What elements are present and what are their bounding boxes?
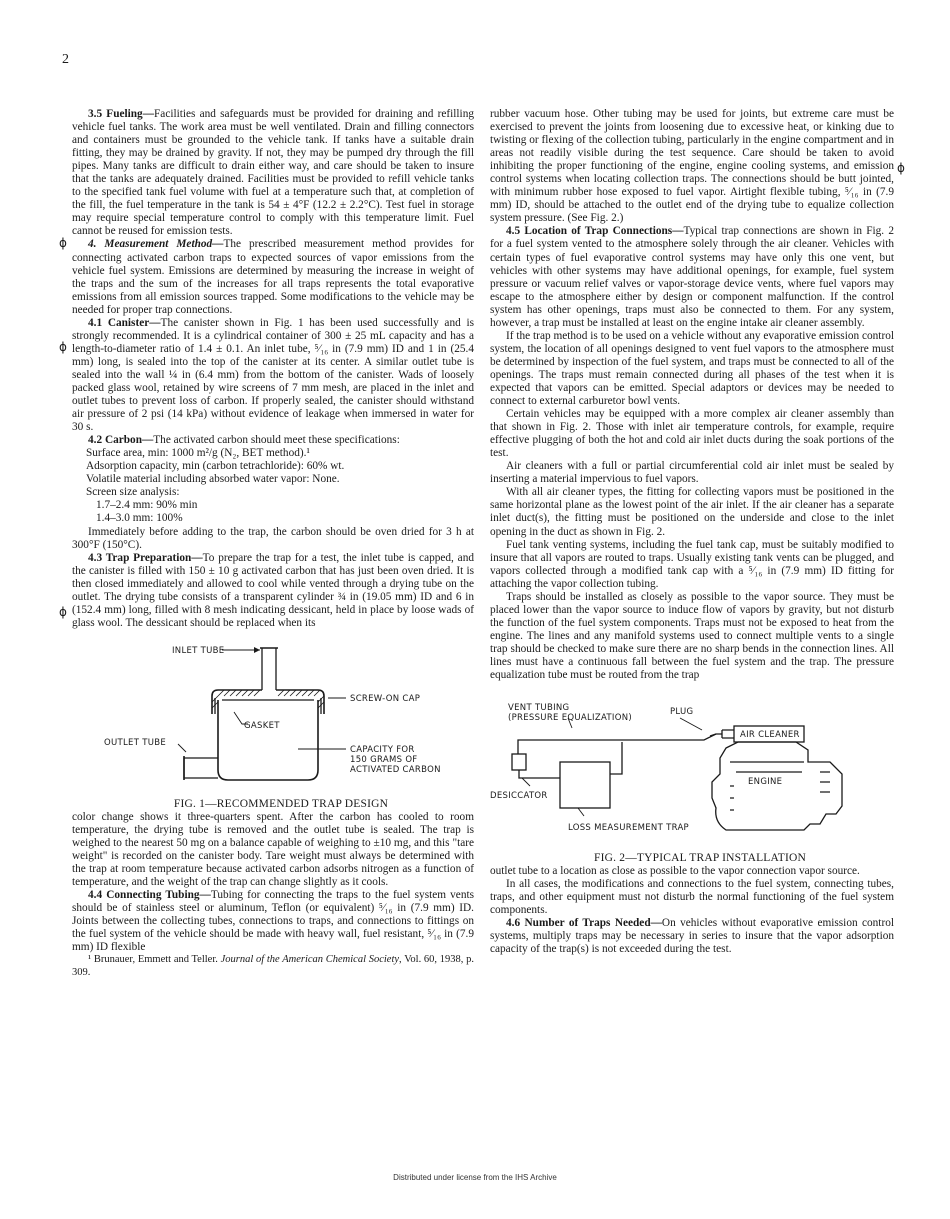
figure-1 <box>72 630 474 811</box>
label-gasket: GASKET <box>244 720 280 731</box>
label-screw-on-cap: SCREW-ON CAP <box>350 693 421 704</box>
figure-2 <box>490 702 894 865</box>
section-3-5: 3.5 Fueling—Facilities and safeguards must be provided for draining and refilling vehicle fuel tanks. The work area must be well ventilated. Drain and filling connectors and containers must be grounded to the vehicle tank. If tanks have a suitable drain fitting, they may be drained by gravity. If not, they may be pumped dry through the fill pipes. Many tanks are difficult to drain either way, and care should be taken to insure that the tanks are adequately drained. Facilities must be provided to refill vehicle tanks to the specified tank fuel volume with fuel at a temperature such that, at completion of the fill, the fuel temperature in the tank is 54 ± 4°F (12.2 ± 2.2°C). Test fuel in storage may require special temperature control to comply with this temperature limit. Fuel cannot be reused for emission tests. <box>72 108 474 238</box>
paragraph: Certain vehicles may be equipped with a more complex air cleaner assembly than that shown in Fig. 2. Those with inlet air temperature controls, for example, require effective plugging of both the hot and cold air inlet ducts during the soak portions of the test. <box>490 408 894 460</box>
spec-line: Volatile material including absorbed water vapor: None. <box>86 473 340 486</box>
label-outlet-tube: OUTLET TUBE <box>104 737 167 748</box>
label-capacity-2: 150 GRAMS OF <box>350 754 418 765</box>
label-plug: PLUG <box>670 707 694 718</box>
page-footer: Distributed under license from the IHS Archive <box>393 1173 557 1182</box>
left-column <box>72 108 474 979</box>
paragraph: Air cleaners with a full or partial circumferential cold air inlet must be sealed by inserting a material impervious to fuel vapors. <box>490 460 894 486</box>
paragraph: With all air cleaner types, the fitting for collecting vapors must be positioned in the same horizontal plane as the lowest point of the air inlet. If the air cleaner has a separate inlet duct(s), the fitting must be positioned on the underside and close to the inlet opening in the duct as shown in Fig. 2. <box>490 486 894 538</box>
right-column <box>490 108 894 956</box>
paragraph: In all cases, the modifications and connections to the fuel system, connecting tubes, traps, and other equipment must not disturb the normal functioning of the fuel system components. <box>490 878 894 917</box>
section-4-6: 4.6 Number of Traps Needed—On vehicles without evaporative emission control systems, multiply traps may be necessary in series to insure that the vapor adsorption capacity of the trap(s) is not exceeded during the test. <box>490 917 894 956</box>
paragraph: If the trap method is to be used on a vehicle without any evaporative emission control system, the location of all openings designed to vent fuel vapors to the atmosphere must be determined by inspection of the fuel system, and traps must be connected to all of the openings. The traps must remain connected during all phases of the test when it is expected that vapors can be emitted. Special adaptors or devices may be needed to connect to external carburetor bowl vents. <box>490 329 894 408</box>
section-4-1: 4.1 Canister—The canister shown in Fig. 1 has been used successfully and is strongly recommended. It is a cylindrical container of 300 ± 25 mL capacity and has a length-to-diameter ratio of 1.4 ± 0.1. An inlet tube, ⁵⁄₁₆ in (7.9 mm) ID and 1 in (25.4 mm) long, is sealed into the top of the canister at its center. A similar outlet tube is sealed into the wall ¼ in (6.4 mm) from the bottom of the canister. Wads of loosely packed glass wool, retained by wire screens of 7 mm mesh, are placed in the inlet and outlet tubes to prevent loss of carbon. If properly sealed, the canister should withstand air pressure of 2 psi (14 kPa) without evidence of leakage when immersed in water for 30 s. <box>72 316 474 434</box>
section-4-3: 4.3 Trap Preparation—To prepare the trap for a test, the inlet tube is capped, and the canister is filled with 150 ± 10 g activated carbon that has just been oven dried. It is then closed immediately and allowed to cool while vented through a drying tube on the outlet. The drying tube consists of a transparent cylinder ¾ in (19.05 mm) ID and 6 in (152.4 mm) long, filled with 8 mesh indicating dessicant, held in place by loose wads of glass wool. The dessicant should be replaced when its <box>72 551 474 629</box>
section-4-2: 4.2 Carbon—The activated carbon should meet these specifications: <box>88 434 400 447</box>
paragraph: Fuel tank venting systems, including the fuel tank cap, must be suitably modified to insure that all vapors are routed to traps. Usually existing tank vents can be plugged, and vapors collected through a modified tank cap with a ⁵⁄₁₆ in (7.9 mm) ID fitting for attaching the vapor collection tubing. <box>490 538 894 590</box>
spec-line: Surface area, min: 1000 m²/g (N₂, BET method).¹ <box>86 447 310 460</box>
spec-line: Screen size analysis: <box>86 486 180 499</box>
section-4-4-continued: rubber vacuum hose. Other tubing may be used for joints, but extreme care must be exercised to prevent the joints from loosening due to excessive heat, or kinking due to twisting or flexing of the collection tubing, particularly in the engine compartment and in areas not readily visible during the test sequence. Care should be taken to avoid inhibiting the proper functioning of the engine, engine cooling systems, and emission control systems when locating collection traps. The connections should be butt jointed, with minimum rubber hose exposed to fuel vapor. Airtight flexible tubing, ⁵⁄₁₆ in (7.9 mm) ID, should be attached to the outlet end of the drying tube to equalize collection system pressure. (See Fig. 2.) <box>490 108 894 225</box>
section-4-4: 4.4 Connecting Tubing—Tubing for connecting the traps to the fuel system vents should be of stainless steel or aluminum, Teflon (or equivalent) ⁵⁄₁₆ in (7.9 mm) ID. Joints between the collecting tubes, connections to traps, and connections to fittings on the fuel system of the vehicle should be made with heavy wall, fuel resistant, ⁵⁄₁₆ in (7.9 mm) ID flexible <box>72 889 475 954</box>
revision-mark: ϕ <box>59 236 67 250</box>
page-number: 2 <box>62 52 69 67</box>
paragraph: Traps should be installed as closely as possible to the vapor source. They must be placed lower than the vapor source to induce flow of vapors by gravity, but not disturb the function of the fuel system components. Traps must not be exposed to heat from the engine. The lines and any manifold systems used to connect multiple vents to a single trap should be checked to make sure there are no sharp bends in the connection lines. All lines must have a continuous fall between the fuel system and the trap. The pressure equalization tube must be routed from the trap <box>490 590 894 682</box>
spec-line: Adsorption capacity, min (carbon tetrachloride): 60% wt. <box>86 460 345 473</box>
paragraph: outlet tube to a location as close as possible to the vapor connection vapor source. <box>490 865 860 878</box>
label-pressure-equalization: (PRESSURE EQUALIZATION) <box>508 713 632 724</box>
label-engine: ENGINE <box>748 777 783 788</box>
label-desiccator: DESICCATOR <box>490 791 548 802</box>
label-capacity-3: ACTIVATED CARBON <box>350 764 441 775</box>
spec-line: 1.4–3.0 mm: 100% <box>96 512 183 525</box>
footnote: ¹ Brunauer, Emmett and Teller. Journal of the American Chemical Society, Vol. 60, 1938, p. 309. <box>72 954 474 978</box>
label-inlet-tube: INLET TUBE <box>172 645 225 656</box>
figure-2-caption: FIG. 2—TYPICAL TRAP INSTALLATION <box>593 852 807 865</box>
revision-mark: ϕ <box>897 161 905 175</box>
section-4-5: 4.5 Location of Trap Connections—Typical trap connections are shown in Fig. 2 for a fuel system vented to the atmosphere solely through the air cleaner. Vehicles with certain types of fuel evaporative control systems may have only this one vent, but vehicles with other systems may have additional openings, for example, fuel system pressure or vacuum relief valves or vapor-storage device vents, where fuel vapors may escape to the atmosphere either by design or component malfunction. If the control system has other openings, traps must also be connected to them. For any system, however, a trap must be installed at least on the engine intake air cleaner assembly. <box>490 225 895 329</box>
figure-1-caption: FIG. 1—RECOMMENDED TRAP DESIGN <box>173 797 389 810</box>
spec-line: 1.7–2.4 mm: 90% min <box>96 499 198 512</box>
label-air-cleaner: AIR CLEANER <box>740 730 800 741</box>
label-vent-tubing: VENT TUBING <box>508 703 570 714</box>
section-4-3-continued: color change shows it three-quarters spent. After the carbon has cooled to room temperature, the drying tube is removed and the outlet tube is sealed. The trap is weighed to the nearest 50 mg on a balance capable of weighing to ±10 mg, and this "tare weight" is recorded on the canister body. Tare weight must always be determined with the trap at room temperature because activated carbon adsorbs nitrogen as a function of temperature, and the weight of the trap can change slightly as it cools. <box>72 810 474 889</box>
section-4-2-drying: Immediately before adding to the trap, the carbon should be oven dried for 3 h at 300°F (150°C). <box>72 525 474 551</box>
trap-installation-diagram <box>490 702 894 852</box>
label-capacity-1: CAPACITY FOR <box>350 744 415 755</box>
revision-mark: ϕ <box>59 340 67 354</box>
section-4: 4. Measurement Method—The prescribed measurement method provides for connecting activated carbon traps to expected sources of vapor emissions from the vehicle fuel system. Emissions are determined by measuring the increase in weight of the traps and the sum of the increases for all traps represents the total evaporative emissions from all emission sources trapped. Some modifications to the vehicle may be needed for proper trap connections. <box>72 238 474 316</box>
label-loss-measurement-trap: LOSS MEASUREMENT TRAP <box>568 823 689 834</box>
revision-mark: ϕ <box>59 605 67 619</box>
trap-design-diagram <box>72 630 474 798</box>
